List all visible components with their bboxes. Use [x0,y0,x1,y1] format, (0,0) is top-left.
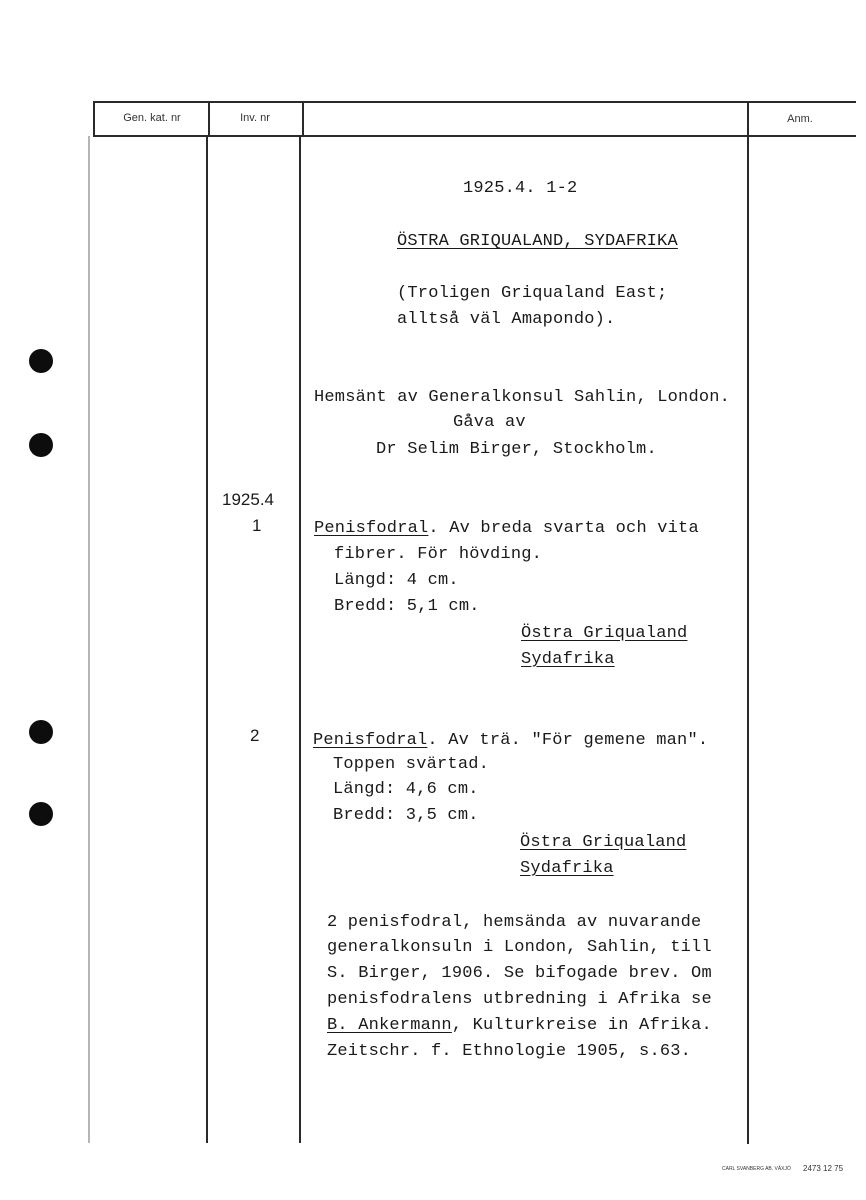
note-line-1: (Troligen Griqualand East; [397,284,668,303]
item-2-desc: . Av trä. "För gemene man". [427,731,709,750]
remark-line-3: S. Birger, 1906. Se bifogade brev. Om [327,964,712,983]
item-2-desc-line-2: Toppen svärtad. [333,755,490,774]
provenance-line-1: Hemsänt av Generalkonsul Sahlin, London. [314,388,731,407]
remark-line-6: Zeitschr. f. Ethnologie 1905, s.63. [327,1042,692,1061]
header-inv-nr: Inv. nr [240,112,270,124]
note-line-2: alltså väl Amapondo). [397,310,616,329]
col-divider-1 [206,136,208,1143]
item-2-place-1: Östra Griqualand [520,833,687,852]
punch-hole-4 [29,802,53,826]
inv-group-number: 1925.4 [222,490,274,509]
remark-reference-title: , Kulturkreise in Afrika. [451,1016,712,1035]
footer-code: 2473 12 75 [803,1164,844,1173]
inv-item-2: 2 [250,726,260,745]
punch-hole-1 [29,349,53,373]
col-divider-3 [747,101,749,1144]
provenance-line-2: Gåva av [453,413,526,432]
item-1-desc-line-2: fibrer. För hövding. [334,545,543,564]
inv-item-1: 1 [252,516,262,535]
item-1-place-2: Sydafrika [521,650,615,669]
col-divider-2-header [302,101,304,136]
item-1-name: Penisfodral [314,519,429,538]
catalog-number: 1925.4. 1-2 [463,179,578,198]
col-divider-2 [299,136,301,1143]
item-1-desc-line-1 [314,519,699,538]
item-2-name: Penisfodral [313,731,428,750]
header-anm: Anm. [787,113,813,125]
provenance-line-3: Dr Selim Birger, Stockholm. [376,440,657,459]
item-2-desc-line-1 [313,731,708,750]
remark-reference-author: B. Ankermann [327,1016,452,1035]
remark-line-5 [327,1016,712,1035]
item-2-length: Längd: 4,6 cm. [333,780,479,799]
header-gen-kat-nr: Gen. kat. nr [123,112,181,124]
remark-line-4: penisfodralens utbredning i Afrika se [327,990,712,1009]
item-1-desc: . Av breda svarta och vita [428,519,699,538]
remark-line-1: 2 penisfodral, hemsända av nuvarande [327,913,702,932]
left-border [93,101,95,136]
punch-hole-2 [29,433,53,457]
item-1-width: Bredd: 5,1 cm. [334,597,480,616]
item-2-width: Bredd: 3,5 cm. [333,806,479,825]
remark-line-2: generalkonsuln i London, Sahlin, till [327,938,712,957]
item-1-place-1: Östra Griqualand [521,624,688,643]
footer-printer: CARL SVANBERG AB. VÄXJÖ [722,1166,791,1172]
item-2-place-2: Sydafrika [520,859,614,878]
item-1-length: Längd: 4 cm. [334,571,459,590]
left-margin-line [88,136,90,1143]
location-title: ÖSTRA GRIQUALAND, SYDAFRIKA [397,232,678,251]
punch-hole-3 [29,720,53,744]
